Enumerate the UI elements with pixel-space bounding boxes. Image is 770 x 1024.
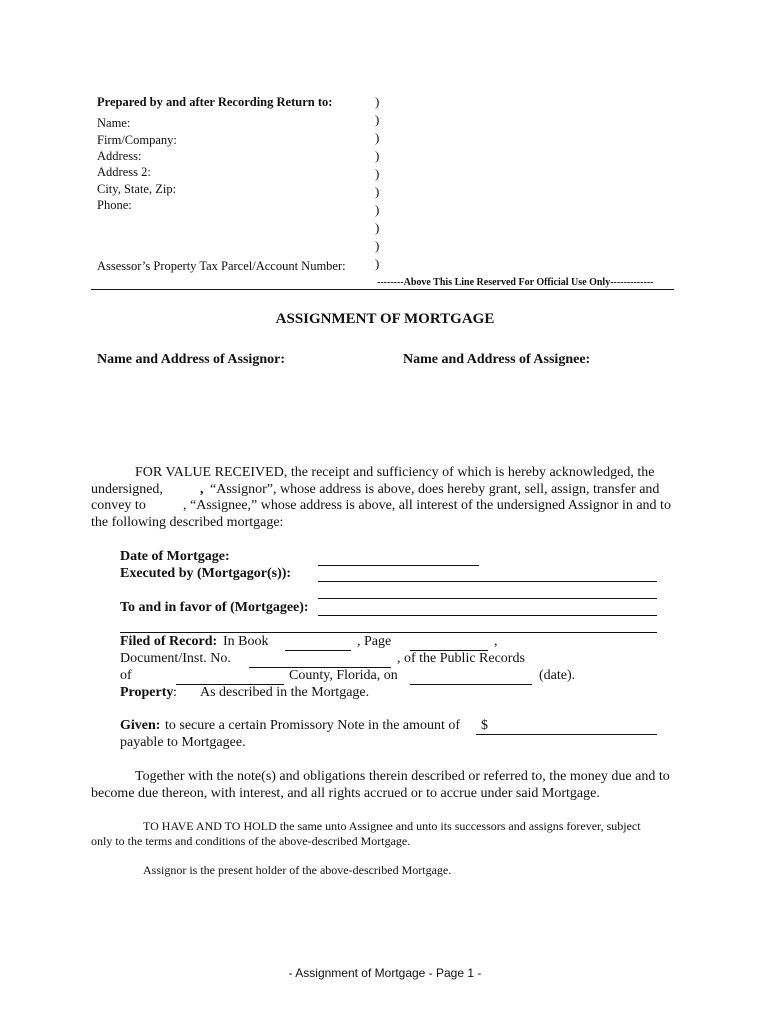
of-label: of xyxy=(120,668,132,683)
bracket-paren: ) xyxy=(375,112,380,127)
in-favor-of-label: To and in favor of (Mortgagee): xyxy=(120,600,309,615)
value-para-convey: convey to xyxy=(91,498,146,513)
city-state-zip-label: City, State, Zip: xyxy=(97,182,177,196)
mortgagor-line-2[interactable] xyxy=(318,598,657,599)
together-para-line1: Together with the note(s) and obligations therein described or referred to, the money due and to xyxy=(135,769,670,784)
page-comma: , xyxy=(494,634,498,649)
address2-label: Address 2: xyxy=(97,165,151,179)
bracket-paren: ) xyxy=(375,94,380,109)
filed-of-record-label: Filed of Record: xyxy=(120,634,218,649)
parcel-number-label: Assessor’s Property Tax Parcel/Account Number: xyxy=(97,259,346,273)
phone-label: Phone: xyxy=(97,198,132,212)
amount-line[interactable] xyxy=(476,734,657,735)
official-use-notice: --------Above This Line Reserved For Official Use Only------------- xyxy=(377,277,654,288)
holder-para: Assignor is the present holder of the above-described Mortgage. xyxy=(143,863,452,877)
county-florida-label: County, Florida, on xyxy=(289,668,398,683)
to-have-para-line1: TO HAVE AND TO HOLD the same unto Assignee and unto its successors and assigns forever, subject xyxy=(143,819,641,833)
mortgagee-line-2[interactable] xyxy=(120,632,657,633)
bracket-paren: ) xyxy=(375,148,380,163)
date-of-mortgage-line[interactable] xyxy=(318,565,479,566)
name-label: Name: xyxy=(97,116,131,130)
bracket-paren: ) xyxy=(375,238,380,253)
to-have-para-line2: only to the terms and conditions of the above-described Mortgage. xyxy=(91,834,411,848)
executed-by-label: Executed by (Mortgagor(s)): xyxy=(120,566,292,581)
together-para-line2: become due thereon, with interest, and all rights accrued or to accrue under said Mortgage. xyxy=(91,786,600,801)
public-records-label: , of the Public Records xyxy=(397,651,525,666)
prepared-by-label: Prepared by and after Recording Return to: xyxy=(97,95,333,109)
value-para-line4: the following described mortgage: xyxy=(91,515,284,530)
value-para-comma: , xyxy=(200,482,204,497)
dollar-sign: $ xyxy=(481,718,488,733)
assignee-heading: Name and Address of Assignee: xyxy=(403,352,591,367)
mortgagee-line[interactable] xyxy=(318,615,657,616)
doc-inst-label: Document/Inst. No. xyxy=(120,651,231,666)
given-label: Given: xyxy=(120,718,161,733)
record-date-line[interactable] xyxy=(410,684,532,685)
address-label: Address: xyxy=(97,149,142,163)
bracket-paren: ) xyxy=(375,220,380,235)
value-para-undersigned: undersigned, xyxy=(91,482,163,497)
page-footer: - Assignment of Mortgage - Page 1 - xyxy=(288,966,482,980)
bracket-paren: ) xyxy=(375,202,380,217)
book-number-line[interactable] xyxy=(285,650,351,651)
date-of-mortgage-label: Date of Mortgage: xyxy=(120,549,230,564)
given-text: to secure a certain Promissory Note in the amount of xyxy=(165,718,461,733)
bracket-paren: ) xyxy=(375,184,380,199)
firm-company-label: Firm/Company: xyxy=(97,133,177,147)
document-title: ASSIGNMENT OF MORTGAGE xyxy=(275,311,495,327)
bracket-paren: ) xyxy=(375,130,380,145)
property-value: As described in the Mortgage. xyxy=(200,685,370,700)
value-para-line1: FOR VALUE RECEIVED, the receipt and sufficiency of which is hereby acknowledged, the xyxy=(135,465,655,480)
date-paren-label: (date). xyxy=(539,668,576,683)
bracket-paren: ) xyxy=(375,256,380,271)
property-colon: : xyxy=(173,685,177,700)
mortgagor-line[interactable] xyxy=(318,581,657,582)
value-para-line2: “Assignor”, whose address is above, does hereby grant, sell, assign, transfer and xyxy=(210,482,660,497)
official-use-divider xyxy=(91,289,674,290)
bracket-paren: ) xyxy=(375,166,380,181)
assignor-heading: Name and Address of Assignor: xyxy=(97,352,285,367)
in-book-label: In Book xyxy=(223,634,269,649)
page-label: , Page xyxy=(357,634,392,649)
value-para-line3: , “Assignee,” whose address is above, all interest of the undersigned Assignor in and to xyxy=(183,498,671,513)
property-label: Property xyxy=(120,685,174,700)
payable-text: payable to Mortgagee. xyxy=(120,735,246,750)
